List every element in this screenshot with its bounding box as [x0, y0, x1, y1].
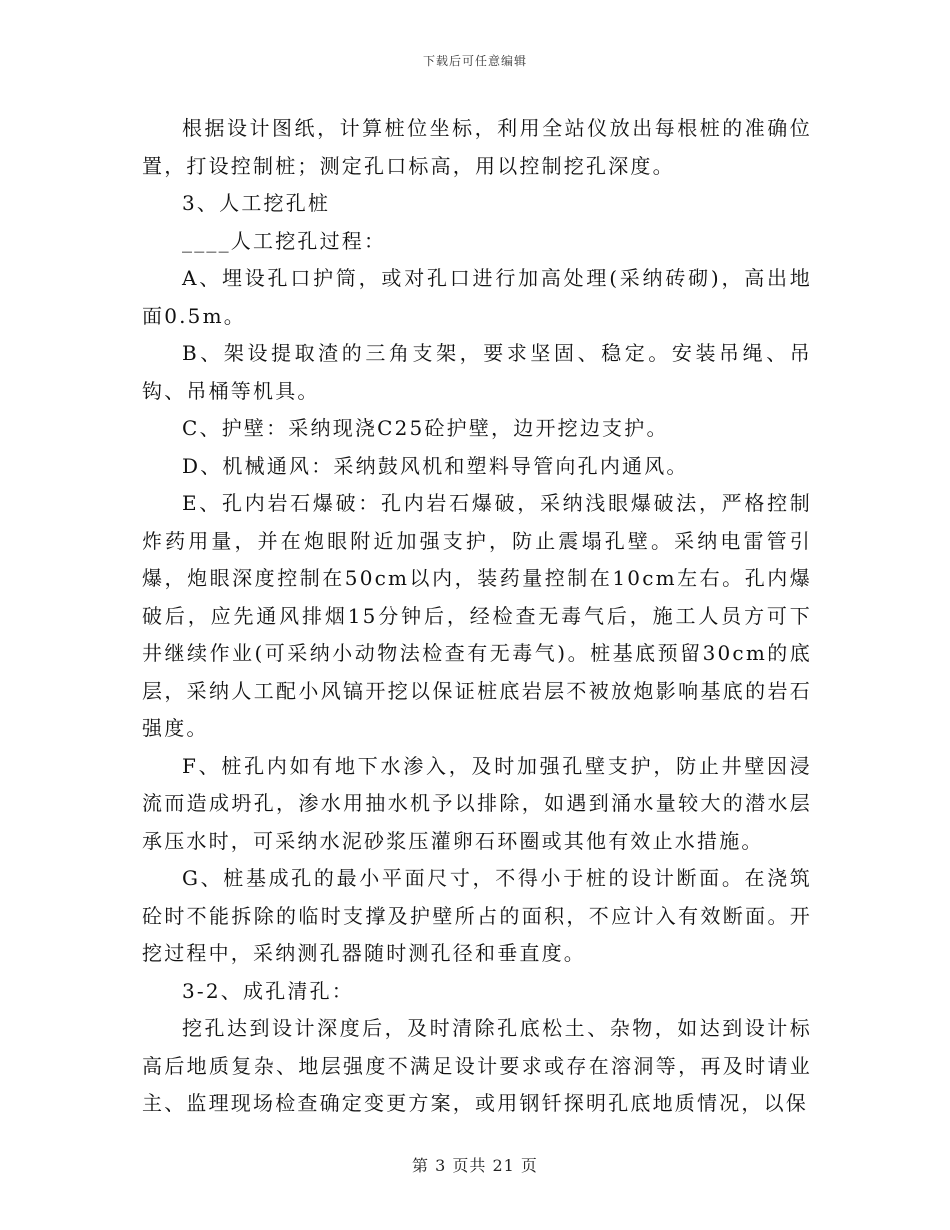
section-heading-manual-pile: 3、人工挖孔桩	[182, 191, 331, 215]
paragraph-item-b: B、架设提取渣的三角支架，要求坚固、稳定。安装吊绳、吊钩、吊桶等机具。	[142, 341, 812, 403]
paragraph-survey: 根据设计图纸，计算桩位坐标，利用全站仪放出每根桩的准确位置，打设控制桩；测定孔口标高，用以控制挖孔深度。	[142, 116, 812, 178]
paragraph-item-c: C、护壁：采纳现浇C25砼护壁，边开挖边支护。	[182, 416, 669, 440]
paragraph-item-g: G、桩基成孔的最小平面尺寸，不得小于桩的设计断面。在浇筑砼时不能拆除的临时支撑及护壁所占的面积，不应计入有效断面。开挖过程中，采纳测孔器随时测孔径和垂直度。	[142, 866, 812, 965]
section-heading-hole-cleaning: 3-2、成孔清孔：	[182, 978, 355, 1003]
page-number-footer: 第 3 页共 21 页	[412, 1156, 538, 1175]
paragraph-item-e: E、孔内岩石爆破：孔内岩石爆破，采纳浅眼爆破法，严格控制炸药用量，并在炮眼附近加强支护，防止震塌孔壁。采纳电雷管引爆，炮眼深度控制在50cm以内，装药量控制在10cm左右。孔内爆破后，应先通风排烟15分钟后，经检查无毒气后，施工人员方可下井继续作业(可采纳小动物法检查有无毒气)。桩基底预留30cm的底层，采纳人工配小风镐开挖以保证桩底岩层不被放炮影响基底的岩石强度。	[142, 491, 812, 740]
paragraph-item-d: D、机械通风：采纳鼓风机和塑料导管向孔内通风。	[182, 453, 689, 478]
document-body	[142, 110, 812, 1123]
paragraph-hole-cleaning: 挖孔达到设计深度后，及时清除孔底松土、杂物，如达到设计标高后地质复杂、地层强度不满足设计要求或存在溶洞等，再及时请业主、监理现场检查确定变更方案，或用钢钎探明孔底地质情况，以保	[142, 1016, 812, 1115]
page-header: 下载后可任意编辑	[422, 54, 527, 68]
paragraph-item-f: F、桩孔内如有地下水渗入，及时加强孔壁支护，防止井壁因浸流而造成坍孔，渗水用抽水机予以排除，如遇到涌水量较大的潜水层承压水时，可采纳水泥砂浆压灌卵石环圈或其他有效止水措施。	[142, 753, 812, 853]
paragraph-item-a: A、埋设孔口护筒，或对孔口进行加高处理(采纳砖砌)，高出地面0.5m。	[142, 266, 812, 328]
subheading-process: ____人工挖孔过程：	[182, 228, 387, 253]
